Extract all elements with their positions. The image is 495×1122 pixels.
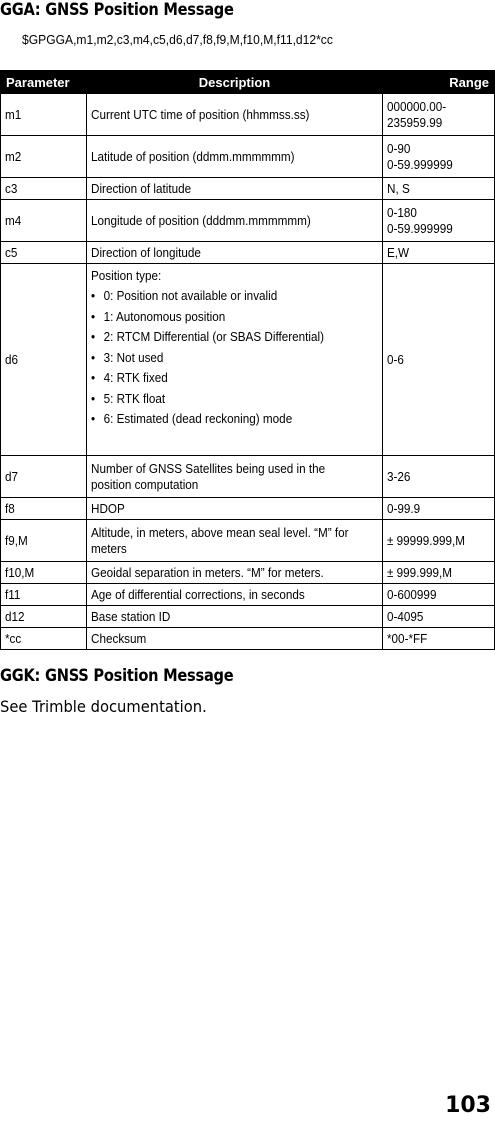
range-cell bbox=[383, 584, 495, 606]
table-row bbox=[1, 628, 495, 650]
range-value: ± 99999.999,M bbox=[387, 532, 465, 548]
param-cell bbox=[1, 606, 87, 628]
gga-syntax: $GPGGA,m1,m2,c3,m4,c5,d6,d7,f8,f9,M,f10,M,f11,d12*cc bbox=[22, 32, 333, 47]
range-cell bbox=[383, 562, 495, 584]
table-row bbox=[1, 456, 495, 498]
table-row bbox=[1, 136, 495, 178]
range-value: 235959.99 bbox=[387, 114, 443, 130]
param-code: c5 bbox=[5, 244, 18, 260]
description-text: Base station ID bbox=[91, 608, 171, 624]
description-cell bbox=[87, 264, 383, 456]
param-cell bbox=[1, 264, 87, 456]
list-item: • 6: Estimated (dead reckoning) mode bbox=[91, 409, 352, 430]
table-row bbox=[1, 584, 495, 606]
range-value: N, S bbox=[387, 180, 410, 196]
param-code: f10,M bbox=[5, 564, 35, 580]
description-text: Latitude of position (ddmm.mmmmmm) bbox=[91, 148, 295, 164]
description-cell bbox=[87, 628, 383, 650]
range-cell bbox=[383, 242, 495, 264]
range-value: *00-*FF bbox=[387, 630, 428, 646]
range-value: 0-90 bbox=[387, 140, 411, 156]
description-text: Number of GNSS Satellites being used in the position computation bbox=[91, 460, 326, 492]
table-row bbox=[1, 178, 495, 200]
param-code: d12 bbox=[5, 608, 25, 624]
description-cell bbox=[87, 520, 383, 562]
param-cell bbox=[1, 562, 87, 584]
table-row bbox=[1, 200, 495, 242]
param-code: d6 bbox=[5, 351, 19, 367]
range-value: 3-26 bbox=[387, 468, 411, 484]
description-cell bbox=[87, 178, 383, 200]
range-cell bbox=[383, 200, 495, 242]
param-code: f8 bbox=[5, 500, 15, 516]
table-row bbox=[1, 562, 495, 584]
param-cell bbox=[1, 242, 87, 264]
range-cell bbox=[383, 178, 495, 200]
param-code: f11 bbox=[5, 586, 21, 602]
description-text: Position type: bbox=[91, 268, 162, 283]
description-cell bbox=[87, 456, 383, 498]
description-text: Direction of longitude bbox=[91, 244, 201, 260]
param-code: m4 bbox=[5, 212, 22, 228]
table-row bbox=[1, 264, 495, 456]
list-item: • 4: RTK fixed bbox=[91, 368, 352, 389]
range-value: 0-99.9 bbox=[387, 500, 421, 516]
param-cell bbox=[1, 520, 87, 562]
description-text: Geoidal separation in meters. “M” for meters. bbox=[91, 564, 324, 580]
range-value: 000000.00- bbox=[387, 98, 447, 114]
table-header-row bbox=[1, 71, 495, 94]
range-value: 0-59.999999 bbox=[387, 220, 453, 236]
list-item: • 5: RTK float bbox=[91, 389, 352, 410]
table-row bbox=[1, 242, 495, 264]
param-code: m2 bbox=[5, 148, 22, 164]
param-cell bbox=[1, 456, 87, 498]
param-cell bbox=[1, 136, 87, 178]
range-cell bbox=[383, 628, 495, 650]
param-code: m1 bbox=[5, 106, 22, 122]
description-text: Checksum bbox=[91, 630, 147, 646]
description-cell bbox=[87, 606, 383, 628]
ggk-section-title: GGK: GNSS Position Message bbox=[0, 666, 234, 686]
param-code: c3 bbox=[5, 180, 18, 196]
gga-parameter-table bbox=[0, 70, 495, 650]
ggk-body-text: See Trimble documentation. bbox=[0, 697, 207, 716]
page-number: 103 bbox=[445, 1093, 491, 1118]
table-row bbox=[1, 94, 495, 136]
header-parameter: Parameter bbox=[1, 71, 87, 94]
header-range: Range bbox=[383, 71, 495, 94]
range-cell bbox=[383, 606, 495, 628]
description-text: Current UTC time of position (hhmmss.ss) bbox=[91, 106, 310, 122]
range-value: ± 999.999,M bbox=[387, 564, 452, 580]
description-cell bbox=[87, 498, 383, 520]
param-code: d7 bbox=[5, 468, 19, 484]
range-cell bbox=[383, 456, 495, 498]
range-cell bbox=[383, 264, 495, 456]
description-cell bbox=[87, 136, 383, 178]
param-code: *cc bbox=[5, 630, 22, 646]
table-row bbox=[1, 520, 495, 562]
param-cell bbox=[1, 584, 87, 606]
range-value: 0-4095 bbox=[387, 608, 424, 624]
param-cell bbox=[1, 178, 87, 200]
list-item: • 3: Not used bbox=[91, 348, 352, 369]
range-cell bbox=[383, 498, 495, 520]
param-code: f9,M bbox=[5, 532, 28, 548]
param-cell bbox=[1, 94, 87, 136]
description-cell bbox=[87, 584, 383, 606]
param-cell bbox=[1, 628, 87, 650]
range-value: 0-600999 bbox=[387, 586, 437, 602]
description-cell bbox=[87, 94, 383, 136]
table-row bbox=[1, 606, 495, 628]
table-row bbox=[1, 498, 495, 520]
description-text: Direction of latitude bbox=[91, 180, 192, 196]
description-cell bbox=[87, 562, 383, 584]
range-value: E,W bbox=[387, 244, 410, 260]
range-cell bbox=[383, 520, 495, 562]
list-item: • 2: RTCM Differential (or SBAS Differential) bbox=[91, 327, 352, 348]
range-value: 0-6 bbox=[387, 351, 404, 367]
param-cell bbox=[1, 498, 87, 520]
description-text: HDOP bbox=[91, 500, 125, 516]
description-text: Longitude of position (dddmm.mmmmmm) bbox=[91, 212, 311, 228]
description-text: Age of differential corrections, in seconds bbox=[91, 586, 305, 602]
header-description: Description bbox=[87, 71, 383, 94]
range-cell bbox=[383, 136, 495, 178]
range-cell bbox=[383, 94, 495, 136]
description-cell bbox=[87, 242, 383, 264]
gga-section-title: GGA: GNSS Position Message bbox=[0, 0, 234, 20]
param-cell bbox=[1, 200, 87, 242]
description-cell bbox=[87, 200, 383, 242]
list-item: • 0: Position not available or invalid bbox=[91, 286, 352, 307]
range-value: 0-180 bbox=[387, 204, 417, 220]
range-value: 0-59.999999 bbox=[387, 156, 453, 172]
position-type-list bbox=[91, 286, 352, 430]
description-text: Altitude, in meters, above mean seal level. “M” for meters bbox=[91, 524, 349, 556]
list-item: • 1: Autonomous position bbox=[91, 307, 352, 328]
